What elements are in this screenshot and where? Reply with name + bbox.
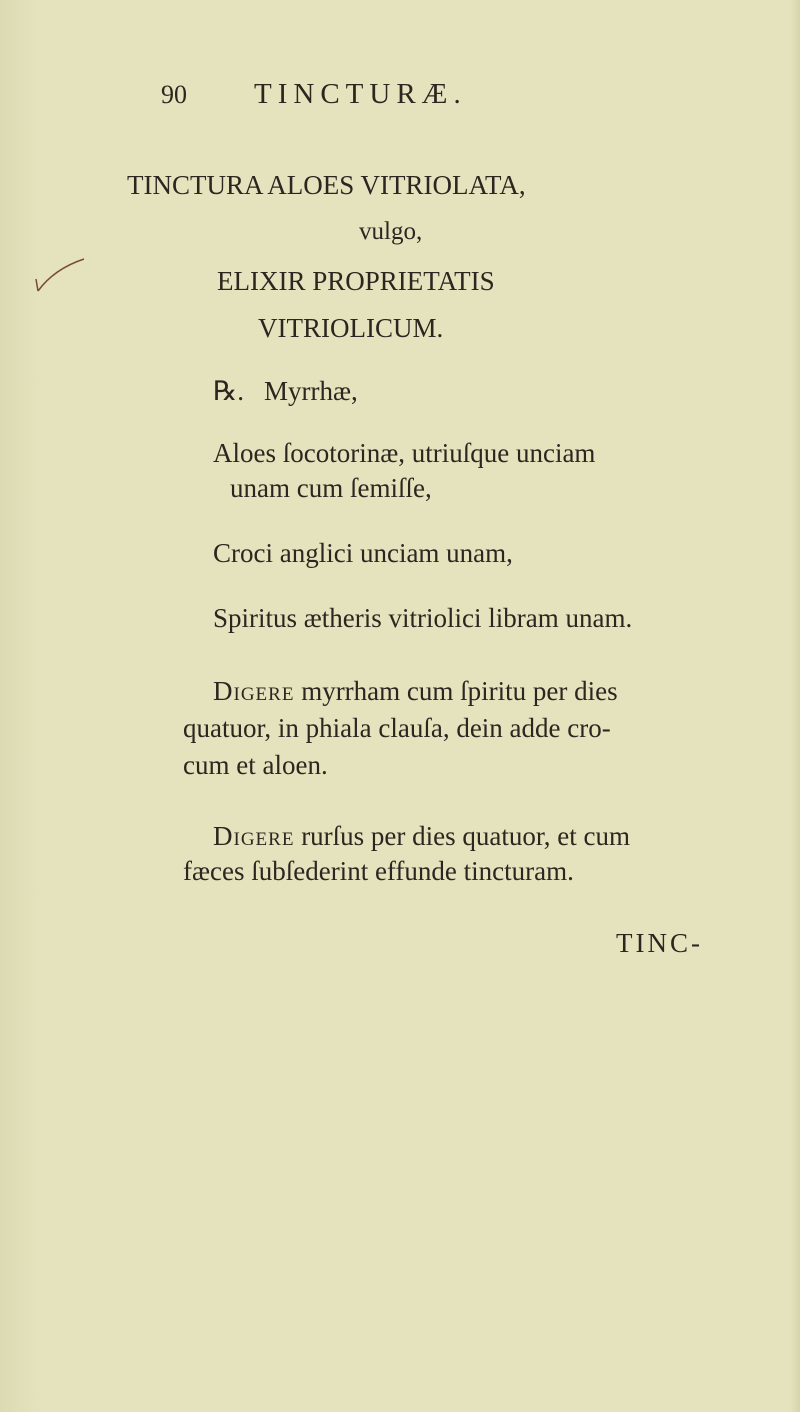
- title-line-2: vulgo,: [359, 218, 423, 245]
- instruction-2-text: rurſus per dies quatuor, et cum: [301, 821, 631, 851]
- instruction-1-line-1: [213, 676, 618, 707]
- page-edge-shadow: [790, 0, 800, 1412]
- title-line-4: VITRIOLICUM.: [258, 313, 444, 343]
- recipe-symbol: ℞.: [213, 376, 244, 406]
- ingredient-aloes-line-1: Aloes ſocotorinæ, utriuſque unciam: [213, 438, 596, 468]
- instruction-1-text: myrrham cum ſpiritu per dies: [301, 676, 618, 706]
- ingredient-saffron: Croci anglici unciam unam,: [213, 538, 513, 568]
- ingredient-ether: Spiritus ætheris vitriolici libram unam.: [213, 603, 633, 633]
- instruction-2-line-2: fæces ſubſederint effunde tincturam.: [183, 856, 574, 886]
- running-title: TINCTURÆ.: [254, 78, 467, 110]
- page-number: 90: [161, 80, 187, 109]
- instruction-1-line-3: cum et aloen.: [183, 750, 328, 780]
- ingredient-aloes-line-2: unam cum ſemiſſe,: [230, 473, 432, 503]
- handwritten-check-mark-icon: [32, 255, 92, 295]
- instruction-1-lead: Digere: [213, 676, 295, 706]
- title-line-1: TINCTURA ALOES VITRIOLATA,: [127, 170, 526, 200]
- instruction-2-lead: Digere: [213, 821, 295, 851]
- instruction-1-line-2: quatuor, in phiala clauſa, dein adde cro-: [183, 713, 611, 743]
- title-line-3: ELIXIR PROPRIETATIS: [217, 266, 495, 296]
- instruction-2-line-1: [213, 821, 630, 852]
- catchword: TINC-: [616, 928, 703, 958]
- page-gutter-shadow: [0, 0, 40, 1412]
- ingredient-myrrh: Myrrhæ,: [264, 376, 358, 406]
